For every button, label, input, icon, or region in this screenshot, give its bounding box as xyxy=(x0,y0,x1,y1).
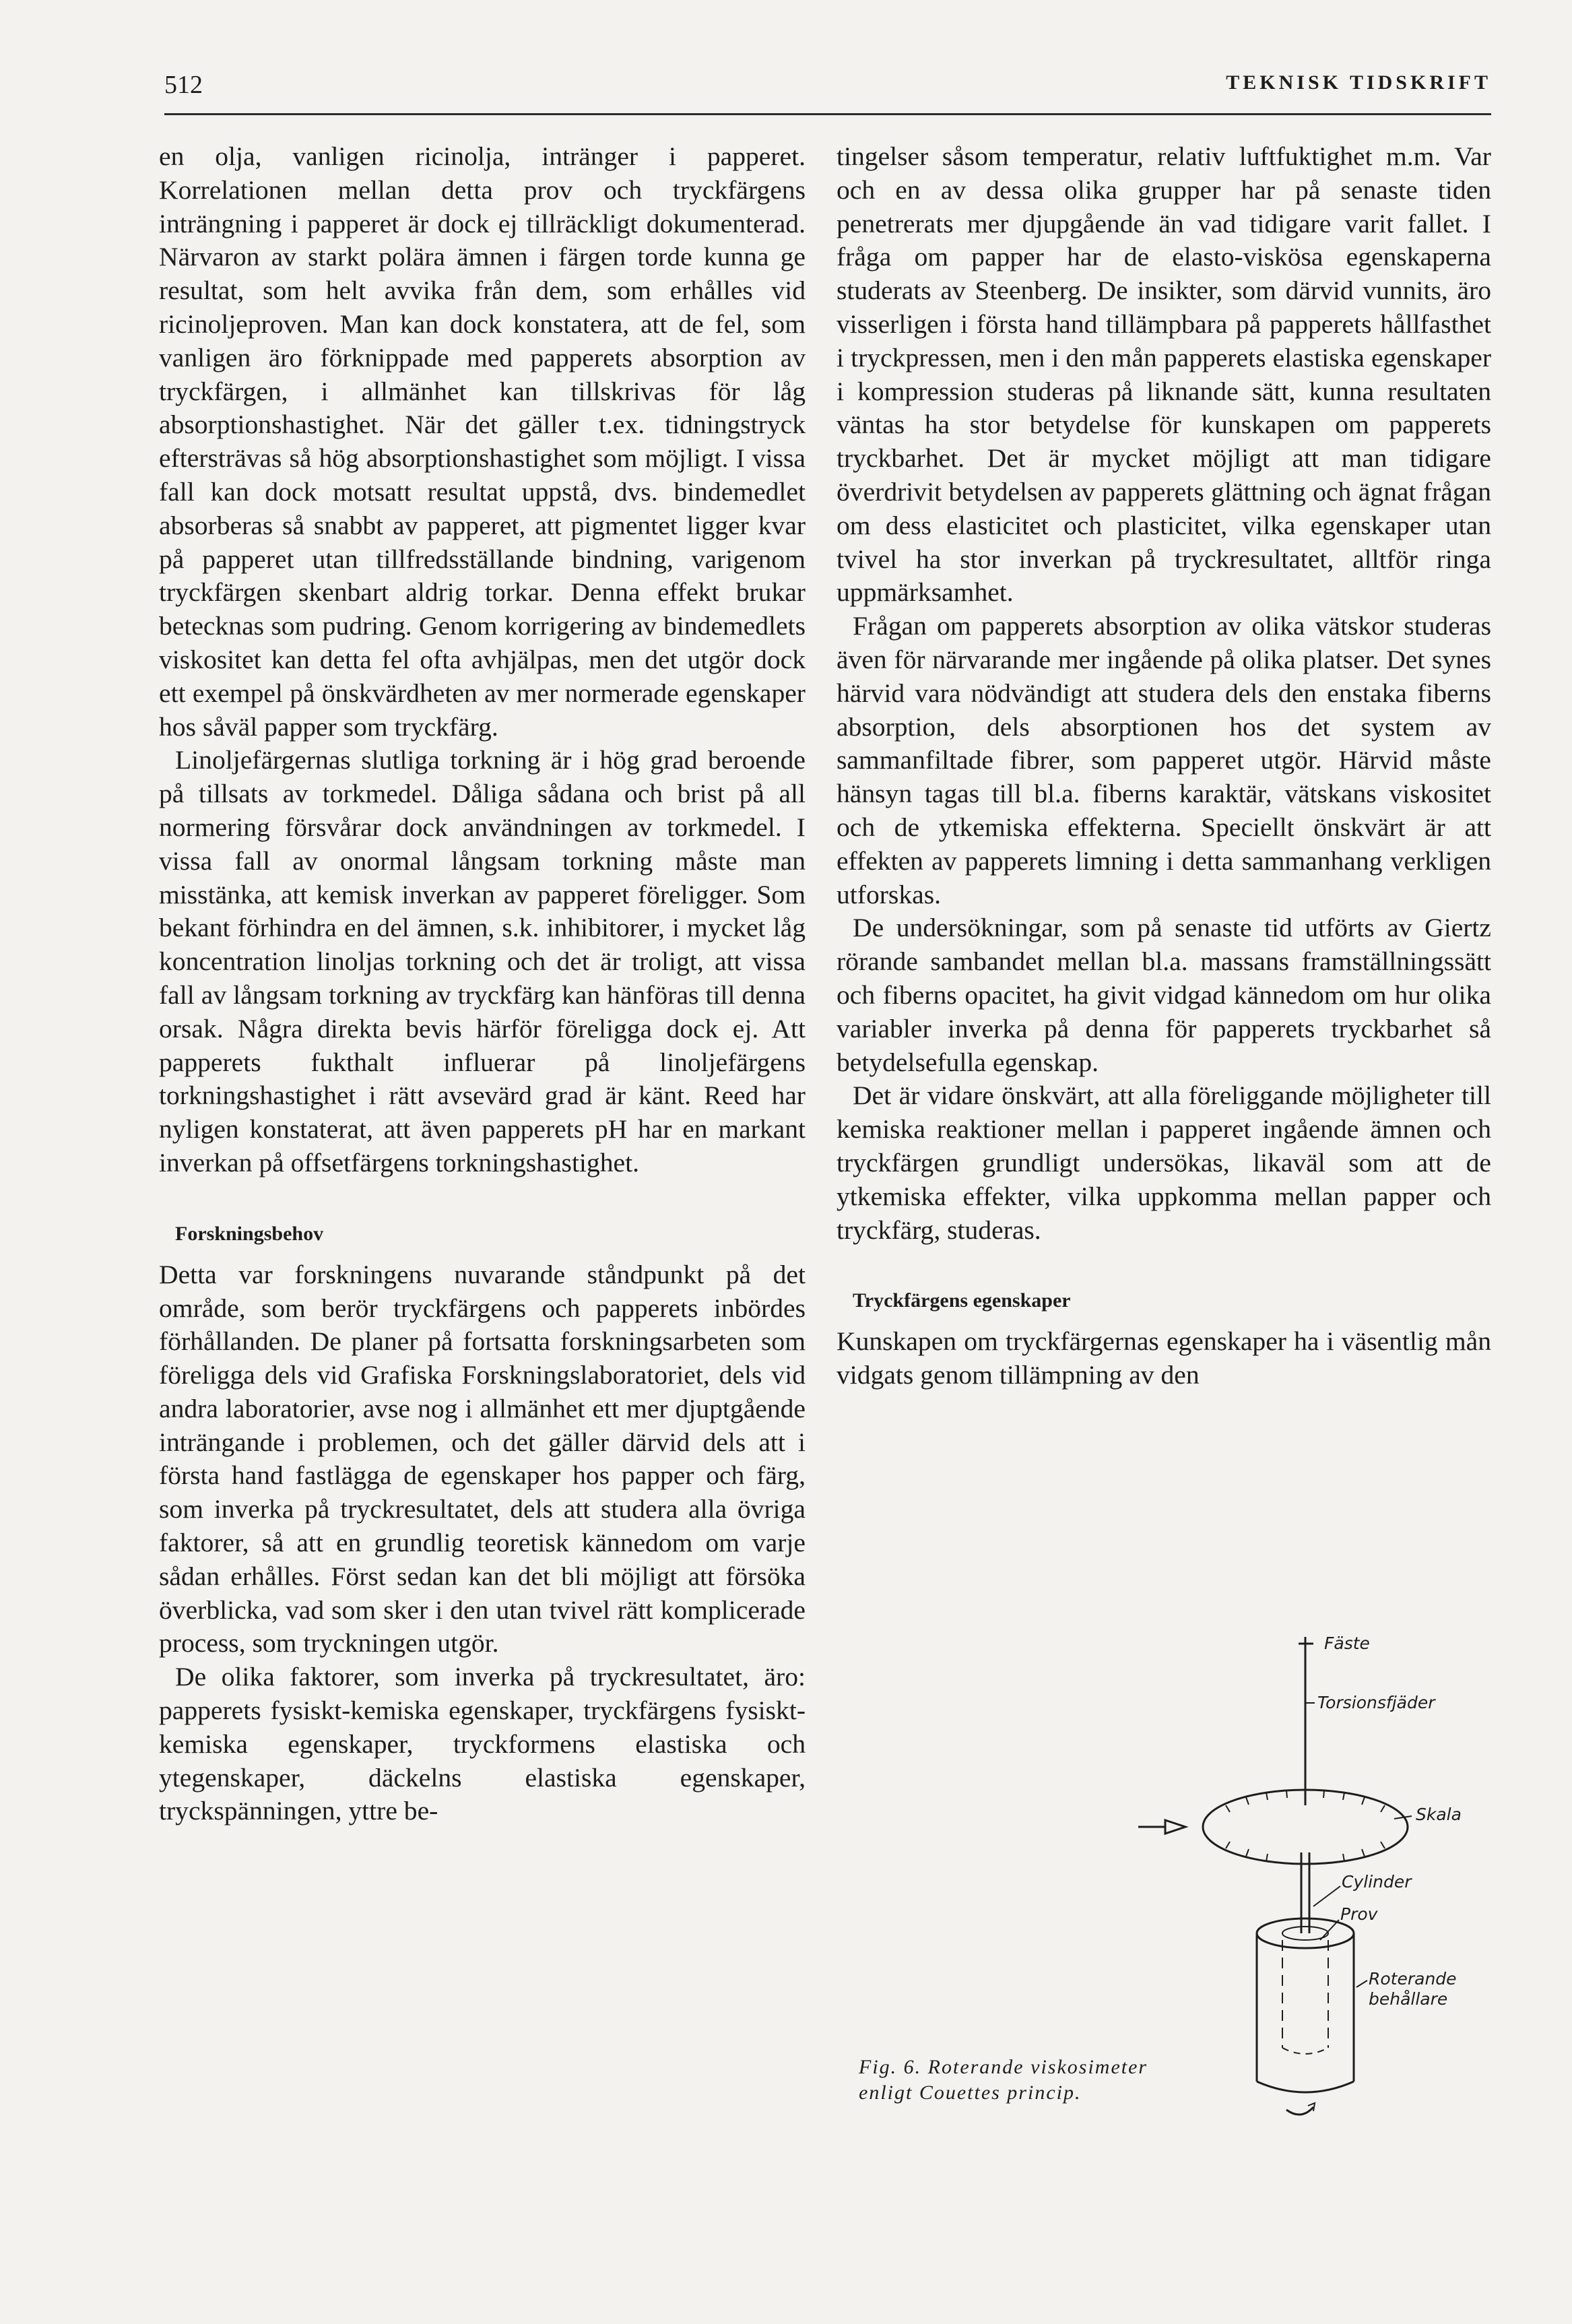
label-roterande: Roterande xyxy=(1369,1969,1457,1989)
right-paragraph-4: Det är vidare önskvärt, att alla föreliggande möjligheter till kemiska reaktioner mellan i papperet ingående ämnen och tryckfärgen grundligt undersökas, likaväl som att de ytkemiska effekter, vilka uppkomma mellan papper och tryckfärg, studeras. xyxy=(837,1080,1491,1245)
page-number: 512 xyxy=(164,71,203,99)
right-paragraph-3: De undersökningar, som på senaste tid utförts av Giertz rörande sambandet mellan bl.a. massans framställningssätt och fiberns opacitet, ha givit vidgad kännedom om hur olika variabler inverka på denna för papperets tryckbarhet så betydelsefulla egenskap. xyxy=(837,913,1491,1077)
right-column xyxy=(837,140,1491,1392)
right-paragraph-5: Kunskapen om tryckfärgernas egenskaper ha i väsentlig mån vidgats genom tillämpning av den xyxy=(837,1326,1491,1390)
left-paragraph-1: en olja, vanligen ricinolja, intränger i papperet. Korrelationen mellan detta prov och tryckfärgens inträngning i papperet är dock ej tillräckligt dokumenterad. Närvaron av starkt polära ämnen i färgen torde kunna ge resultat, som helt avvika från dem, som erhålles vid ricinoljeproven. Man kan dock konstatera, att de fel, som vanligen äro förknippade med papperets absorption av tryckfärgen, i allmänhet kan tillskrivas för låg absorptionshastighet. När det gäller t.ex. tidningstryck eftersträvas så hög absorptionshastighet som möjligt. I vissa fall kan dock motsatt resultat uppstå, dvs. bindemedlet absorberas så snabbt av papperet, att pigmentet ligger kvar på papperet utan tillfredsställande bindning, varigenom tryckfärgen skenbart aldrig torkar. Denna effekt brukar betecknas som pudring. Genom korrigering av bindemedlets viskositet kan detta fel ofta avhjälpas, men det utgör dock ett exempel på önskvärdheten av mer normerade egenskaper hos såväl papper som tryckfärg. xyxy=(159,141,806,742)
right-paragraph-2: Frågan om papperets absorption av olika vätskor studeras även för närvarande mer ingående på olika platser. Det synes härvid vara nödvändigt att studera dels den enstaka fiberns absorption, dels absorptionen hos det system av sammanfiltade fibrer, som papperet utgör. Härvid måste hänsyn tagas till bl.a. fiberns karaktär, vätskans viskositet och de ytkemiska effekterna. Speciellt önskvärt är att effekten av papperets limning i detta sammanhang verkligen utforskas. xyxy=(837,611,1491,909)
label-faste: Fäste xyxy=(1324,1634,1370,1653)
label-skala: Skala xyxy=(1416,1805,1462,1824)
section-heading-tryckfargens-egenskaper: Tryckfärgens egenskaper xyxy=(853,1289,1071,1312)
left-paragraph-2: Linoljefärgernas slutliga torkning är i hög grad beroende på tillsats av torkmedel. Dåliga sådana och brist på all normering försvårar dock användningen av torkmedel. I vissa fall av onormal långsam torkning måste man misstänka, att kemisk inverkan av papperet föreligger. Som bekant förhindra en del ämnen, s.k. inhibitorer, i mycket låg koncentration linoljas torkning och det är troligt, att vissa fall av långsam torkning av tryckfärg kan hänföras till denna orsak. Några direkta bevis härför föreligga dock ej. Att papperets fukthalt influerar på linoljefärgens torkningshastighet i rätt avsevärd grad är känt. Reed har nyligen konstaterat, att även papperets pH har en markant inverkan på offsetfärgens torkningshastighet. xyxy=(159,745,806,1177)
label-cylinder: Cylinder xyxy=(1342,1872,1412,1892)
figure-caption-line-2: enligt Couettes princip. xyxy=(859,2081,1082,2104)
left-paragraph-3: Detta var forskningens nuvarande ståndpunkt på det område, som berör tryckfärgens och papperets inbördes förhållanden. De planer på fortsatta forskningsarbeten som föreligga dels vid Grafiska Forskningslaboratoriet, dels vid andra laboratorier, avse nog i allmänhet ett mer djuptgående inträngande i problemen, och det gäller därvid dels att i första hand fastlägga de egenskaper hos papper och färg, som inverka på tryckresultatet, dels att studera alla övriga faktorer, så att en grundlig teoretisk kännedom om varje sådan erhålles. Först sedan kan det bli möjligt att försöka överblicka, vad som sker i den utan tvivel rätt komplicerade process, som tryckningen utgör. xyxy=(159,1259,806,1658)
left-column xyxy=(159,140,806,1828)
label-behallare: behållare xyxy=(1369,1989,1448,2009)
right-paragraph-1: tingelser såsom temperatur, relativ luftfuktighet m.m. Var och en av dessa olika grupper har på senaste tiden penetrerats mer djupgående än vad tidigare varit fallet. I fråga om papper har de elasto-viskösa egenskaperna studerats av Steenberg. De insikter, som därvid vunnits, äro visserligen i första hand tillämpbara på papperets hållfasthet i tryckpressen, men i den mån papperets elastiska egenskaper i kompression studeras på liknande sätt, kunna resultaten väntas ha stor betydelse för kunskapen om papperets tryckbarhet. Det är mycket möjligt att man tidigare överdrivit betydelsen av papperets glättning och ägnat frågan om dess elasticitet och plasticitet, vilka egenskaper utan tvivel ha stor inverkan på tryckresultatet, alltför ringa uppmärksamhet. xyxy=(837,141,1491,608)
viscometer-figure xyxy=(849,1623,1495,2149)
section-heading-forskningsbehov: Forskningsbehov xyxy=(175,1222,324,1245)
left-paragraph-4: De olika faktorer, som inverka på tryckresultatet, äro: papperets fysiskt-kemiska egenskaper, tryckfärgens fysiskt-kemiska egenskaper, tryckformens elastiska och ytegenskaper, däckelns elastiska egenskaper, tryckspänningen, yttre be- xyxy=(159,1662,806,1826)
rotation-arrow xyxy=(1286,2107,1313,2115)
rotating-container xyxy=(1257,1918,1354,1948)
label-torsionsfjader: Torsionsfjäder xyxy=(1317,1693,1435,1712)
label-prov: Prov xyxy=(1340,1904,1378,1924)
figure-caption xyxy=(859,2055,1236,2106)
page-header xyxy=(164,65,1491,115)
journal-title: TEKNISK TIDSKRIFT xyxy=(1226,71,1491,94)
figure-caption-line-1: Fig. 6. Roterande viskosimeter xyxy=(859,2056,1148,2078)
